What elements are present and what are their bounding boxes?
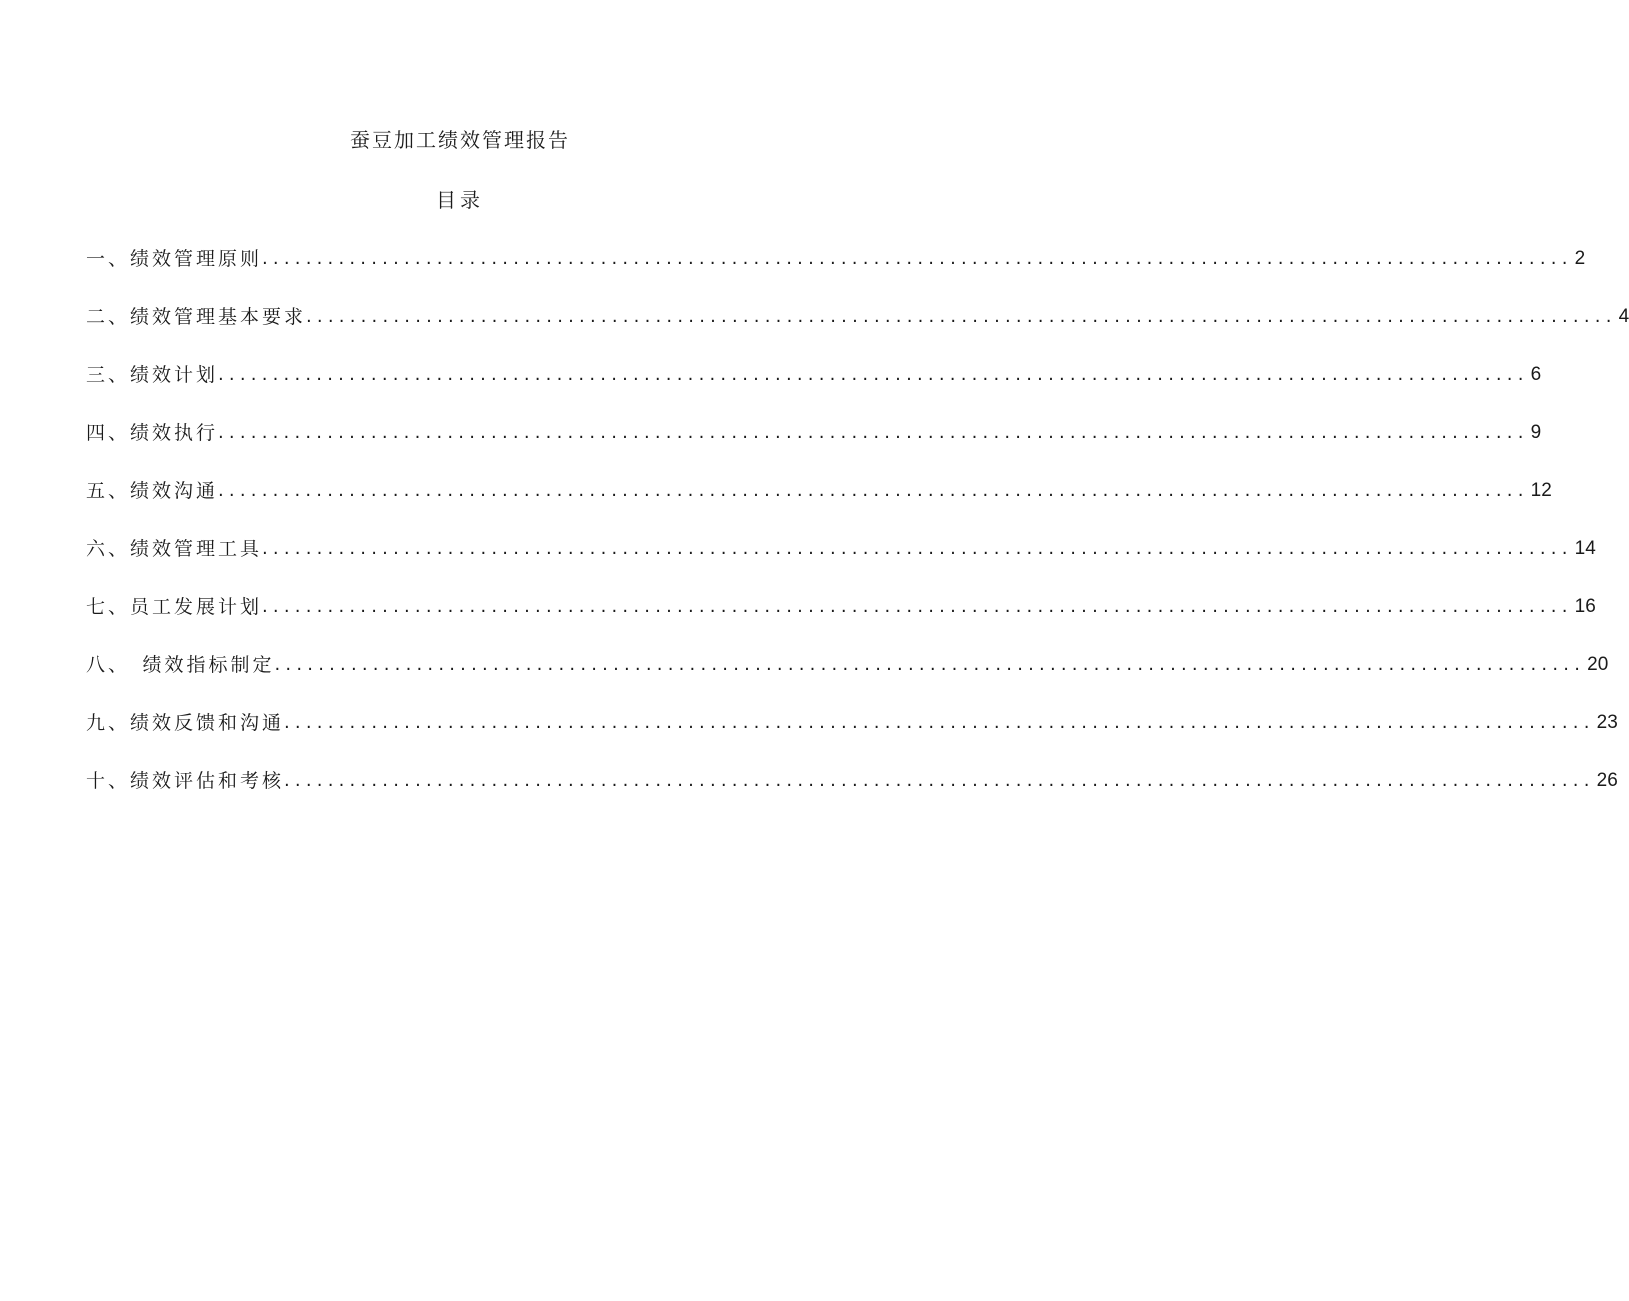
toc-entry-page: 12 [1530,480,1552,501]
toc-entry-label: 二、绩效管理基本要求 [86,306,307,328]
toc-entry[interactable] [86,390,1542,448]
toc-entry-label: 七、员工发展计划 [86,596,263,618]
toc-dot-leader: ........................................................................................................................ [284,770,1595,791]
toc-entry[interactable] [86,564,1596,622]
toc-entry[interactable] [86,448,1552,506]
table-of-contents [86,244,1629,796]
toc-entry-label: 六、绩效管理工具 [86,538,263,560]
toc-entry[interactable] [86,622,1609,680]
toc-dot-leader: ........................................................................................................................ [218,364,1529,385]
toc-dot-leader: ........................................................................................................................ [262,596,1573,617]
toc-entry-label: 八、 绩效指标制定 [86,654,275,676]
toc-dot-leader: ........................................................................................................................ [218,480,1529,501]
toc-entry-page: 20 [1587,654,1609,675]
toc-entry-label: 五、绩效沟通 [86,480,219,502]
toc-entry[interactable] [86,244,1586,274]
toc-entry[interactable] [86,738,1618,796]
toc-entry-page: 4 [1618,306,1629,327]
toc-dot-leader: ........................................................................................................................ [262,248,1573,269]
toc-entry-page: 26 [1596,770,1618,791]
toc-entry[interactable] [86,332,1542,390]
toc-entry[interactable] [86,274,1629,332]
toc-entry-page: 6 [1530,364,1542,385]
toc-dot-leader: ........................................................................................................................ [274,654,1586,675]
toc-entry[interactable] [86,506,1596,564]
toc-entry-label: 一、绩效管理原则 [86,248,263,270]
toc-dot-leader: ........................................................................................................................ [218,422,1529,443]
toc-dot-leader: ........................................................................................................................ [262,538,1573,559]
toc-entry-label: 十、绩效评估和考核 [86,770,285,792]
toc-entry[interactable] [86,680,1618,738]
toc-dot-leader: ........................................................................................................................ [284,712,1595,733]
toc-heading: 目录 [436,188,484,212]
toc-entry-page: 2 [1574,248,1586,269]
toc-dot-leader: ........................................................................................................................ [306,306,1617,327]
toc-entry-label: 四、绩效执行 [86,422,219,444]
document-title: 蚕豆加工绩效管理报告 [350,128,570,152]
toc-entry-page: 16 [1574,596,1596,617]
toc-entry-page: 9 [1530,422,1542,443]
toc-entry-label: 三、绩效计划 [86,364,219,386]
toc-entry-label: 九、绩效反馈和沟通 [86,712,285,734]
toc-entry-page: 23 [1596,712,1618,733]
toc-entry-page: 14 [1574,538,1596,559]
